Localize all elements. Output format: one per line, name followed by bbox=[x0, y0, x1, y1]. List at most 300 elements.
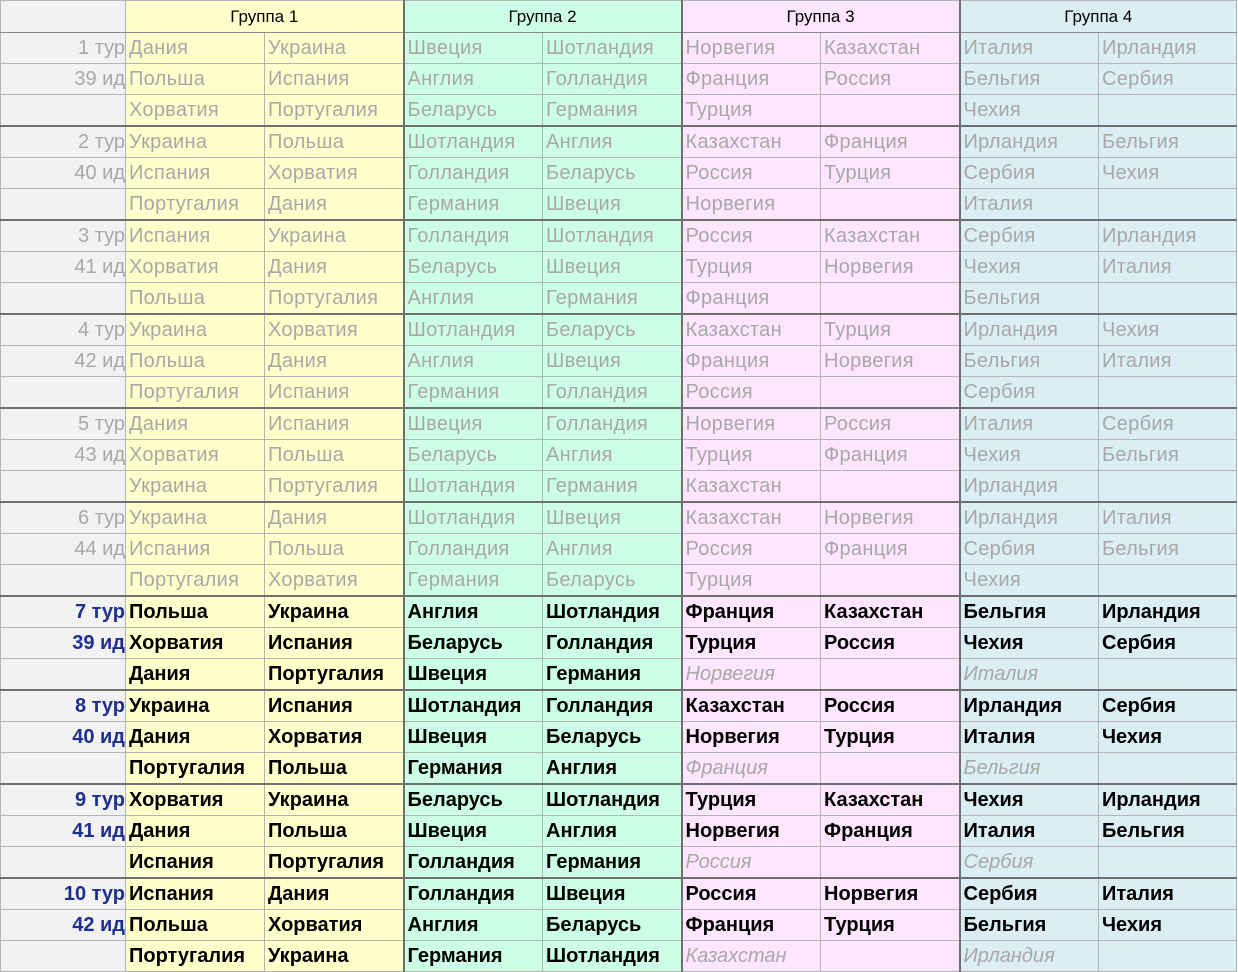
team-cell: Чехия bbox=[960, 252, 1099, 283]
team-cell: Италия bbox=[1099, 346, 1237, 377]
round-row bbox=[1, 314, 1237, 346]
round-row bbox=[1, 910, 1237, 941]
team-cell: Россия bbox=[682, 847, 821, 879]
team-cell: Франция bbox=[821, 440, 960, 471]
round-row bbox=[1, 722, 1237, 753]
empty-cell bbox=[1099, 377, 1237, 409]
team-cell: Турция bbox=[821, 158, 960, 189]
round-label: 7 тур bbox=[1, 596, 126, 628]
team-cell: Шотландия bbox=[543, 596, 682, 628]
round-row bbox=[1, 690, 1237, 722]
team-cell: Португалия bbox=[265, 847, 404, 879]
team-cell: Голландия bbox=[543, 408, 682, 440]
team-cell: Англия bbox=[543, 126, 682, 158]
round-row bbox=[1, 847, 1237, 879]
team-cell: Португалия bbox=[265, 283, 404, 315]
team-cell: Бельгия bbox=[1099, 440, 1237, 471]
team-cell: Норвегия bbox=[682, 33, 821, 64]
team-cell: Казахстан bbox=[682, 314, 821, 346]
team-cell: Швеция bbox=[543, 189, 682, 221]
round-label: 3 тур bbox=[1, 220, 126, 252]
round-row bbox=[1, 189, 1237, 221]
team-cell: Дания bbox=[265, 502, 404, 534]
team-cell: Норвегия bbox=[682, 659, 821, 691]
team-cell: Украина bbox=[265, 784, 404, 816]
round-id-label: 44 ид bbox=[1, 534, 126, 565]
round-row bbox=[1, 941, 1237, 972]
team-cell: Хорватия bbox=[265, 158, 404, 189]
round-row bbox=[1, 95, 1237, 127]
team-cell: Шотландия bbox=[404, 314, 543, 346]
team-cell: Украина bbox=[265, 941, 404, 972]
team-cell: Бельгия bbox=[1099, 534, 1237, 565]
team-cell: Бельгия bbox=[960, 596, 1099, 628]
round-id-label: 40 ид bbox=[1, 158, 126, 189]
team-cell: Испания bbox=[265, 690, 404, 722]
team-cell: Хорватия bbox=[265, 910, 404, 941]
round-row bbox=[1, 878, 1237, 910]
team-cell: Украина bbox=[265, 33, 404, 64]
empty-cell bbox=[821, 377, 960, 409]
round-label-empty bbox=[1, 377, 126, 409]
empty-cell bbox=[1099, 471, 1237, 503]
team-cell: Казахстан bbox=[682, 502, 821, 534]
team-cell: Швеция bbox=[404, 816, 543, 847]
team-cell: Англия bbox=[404, 283, 543, 315]
team-cell: Швеция bbox=[404, 722, 543, 753]
empty-cell bbox=[821, 471, 960, 503]
team-cell: Италия bbox=[1099, 252, 1237, 283]
team-cell: Голландия bbox=[404, 878, 543, 910]
team-cell: Ирландия bbox=[1099, 784, 1237, 816]
team-cell: Сербия bbox=[960, 847, 1099, 879]
team-cell: Португалия bbox=[126, 753, 265, 785]
team-cell: Италия bbox=[1099, 878, 1237, 910]
team-cell: Хорватия bbox=[126, 440, 265, 471]
team-cell: Дания bbox=[265, 189, 404, 221]
team-cell: Украина bbox=[265, 596, 404, 628]
team-cell: Ирландия bbox=[960, 941, 1099, 972]
team-cell: Шотландия bbox=[404, 502, 543, 534]
round-label-empty bbox=[1, 283, 126, 315]
round-row bbox=[1, 346, 1237, 377]
team-cell: Франция bbox=[821, 534, 960, 565]
team-cell: Беларусь bbox=[404, 440, 543, 471]
empty-cell bbox=[1099, 753, 1237, 785]
team-cell: Норвегия bbox=[821, 346, 960, 377]
round-label-empty bbox=[1, 753, 126, 785]
team-cell: Англия bbox=[404, 596, 543, 628]
team-cell: Голландия bbox=[543, 690, 682, 722]
team-cell: Турция bbox=[682, 252, 821, 283]
team-cell: Ирландия bbox=[960, 471, 1099, 503]
team-cell: Норвегия bbox=[821, 502, 960, 534]
team-cell: Польша bbox=[126, 64, 265, 95]
team-cell: Италия bbox=[1099, 502, 1237, 534]
team-cell: Португалия bbox=[126, 941, 265, 972]
team-cell: Казахстан bbox=[682, 471, 821, 503]
team-cell: Украина bbox=[126, 471, 265, 503]
team-cell: Казахстан bbox=[682, 690, 821, 722]
empty-cell bbox=[821, 941, 960, 972]
round-id-label: 41 ид bbox=[1, 252, 126, 283]
team-cell: Португалия bbox=[265, 471, 404, 503]
round-label: 5 тур bbox=[1, 408, 126, 440]
team-cell: Швеция bbox=[543, 878, 682, 910]
team-cell: Норвегия bbox=[682, 189, 821, 221]
team-cell: Беларусь bbox=[543, 565, 682, 597]
team-cell: Норвегия bbox=[821, 252, 960, 283]
team-cell: Испания bbox=[126, 878, 265, 910]
team-cell: Испания bbox=[126, 158, 265, 189]
team-cell: Сербия bbox=[960, 878, 1099, 910]
team-cell: Чехия bbox=[1099, 910, 1237, 941]
team-cell: Россия bbox=[682, 220, 821, 252]
team-cell: Казахстан bbox=[821, 784, 960, 816]
team-cell: Франция bbox=[682, 910, 821, 941]
round-row bbox=[1, 220, 1237, 252]
team-cell: Франция bbox=[682, 753, 821, 785]
team-cell: Чехия bbox=[960, 784, 1099, 816]
team-cell: Украина bbox=[126, 502, 265, 534]
team-cell: Шотландия bbox=[543, 784, 682, 816]
round-label: 1 тур bbox=[1, 33, 126, 64]
team-cell: Сербия bbox=[960, 158, 1099, 189]
team-cell: Голландия bbox=[404, 847, 543, 879]
header-row bbox=[1, 1, 1237, 33]
team-cell: Сербия bbox=[1099, 690, 1237, 722]
team-cell: Германия bbox=[543, 283, 682, 315]
team-cell: Чехия bbox=[960, 95, 1099, 127]
group-header-1: Группа 1 bbox=[126, 1, 404, 33]
team-cell: Дания bbox=[126, 408, 265, 440]
round-row bbox=[1, 158, 1237, 189]
team-cell: Сербия bbox=[1099, 64, 1237, 95]
team-cell: Беларусь bbox=[543, 910, 682, 941]
team-cell: Польша bbox=[126, 910, 265, 941]
empty-cell bbox=[821, 753, 960, 785]
team-cell: Беларусь bbox=[543, 158, 682, 189]
round-id-label: 42 ид bbox=[1, 346, 126, 377]
team-cell: Сербия bbox=[1099, 408, 1237, 440]
team-cell: Бельгия bbox=[1099, 126, 1237, 158]
schedule-body bbox=[1, 33, 1237, 972]
team-cell: Норвегия bbox=[682, 408, 821, 440]
round-row bbox=[1, 534, 1237, 565]
team-cell: Беларусь bbox=[404, 628, 543, 659]
team-cell: Италия bbox=[960, 189, 1099, 221]
team-cell: Россия bbox=[821, 408, 960, 440]
team-cell: Германия bbox=[543, 847, 682, 879]
team-cell: Швеция bbox=[404, 33, 543, 64]
team-cell: Франция bbox=[682, 283, 821, 315]
team-cell: Германия bbox=[404, 189, 543, 221]
team-cell: Сербия bbox=[960, 534, 1099, 565]
team-cell: Турция bbox=[682, 565, 821, 597]
team-cell: Германия bbox=[404, 753, 543, 785]
team-cell: Бельгия bbox=[960, 753, 1099, 785]
empty-cell bbox=[1099, 847, 1237, 879]
team-cell: Чехия bbox=[960, 565, 1099, 597]
round-row bbox=[1, 753, 1237, 785]
team-cell: Франция bbox=[821, 816, 960, 847]
team-cell: Россия bbox=[682, 878, 821, 910]
round-label: 4 тур bbox=[1, 314, 126, 346]
team-cell: Дания bbox=[265, 252, 404, 283]
team-cell: Хорватия bbox=[265, 565, 404, 597]
round-label-empty bbox=[1, 565, 126, 597]
team-cell: Испания bbox=[265, 377, 404, 409]
team-cell: Бельгия bbox=[1099, 816, 1237, 847]
team-cell: Шотландия bbox=[404, 690, 543, 722]
round-id-label: 41 ид bbox=[1, 816, 126, 847]
empty-cell bbox=[1099, 659, 1237, 691]
team-cell: Италия bbox=[960, 33, 1099, 64]
team-cell: Голландия bbox=[404, 158, 543, 189]
team-cell: Ирландия bbox=[960, 502, 1099, 534]
team-cell: Голландия bbox=[543, 64, 682, 95]
team-cell: Англия bbox=[543, 753, 682, 785]
team-cell: Португалия bbox=[265, 659, 404, 691]
team-cell: Чехия bbox=[960, 440, 1099, 471]
team-cell: Сербия bbox=[960, 220, 1099, 252]
group-header-3: Группа 3 bbox=[682, 1, 960, 33]
round-label: 8 тур bbox=[1, 690, 126, 722]
round-row bbox=[1, 252, 1237, 283]
round-row bbox=[1, 659, 1237, 691]
empty-cell bbox=[1099, 941, 1237, 972]
round-label-empty bbox=[1, 941, 126, 972]
team-cell: Норвегия bbox=[682, 816, 821, 847]
team-cell: Казахстан bbox=[682, 941, 821, 972]
team-cell: Испания bbox=[126, 534, 265, 565]
empty-cell bbox=[821, 565, 960, 597]
team-cell: Хорватия bbox=[265, 722, 404, 753]
team-cell: Швеция bbox=[543, 252, 682, 283]
team-cell: Италия bbox=[960, 722, 1099, 753]
team-cell: Шотландия bbox=[543, 941, 682, 972]
round-row bbox=[1, 377, 1237, 409]
team-cell: Беларусь bbox=[404, 252, 543, 283]
group-header-2: Группа 2 bbox=[404, 1, 682, 33]
header-corner bbox=[1, 1, 126, 33]
round-label-empty bbox=[1, 189, 126, 221]
team-cell: Португалия bbox=[126, 565, 265, 597]
team-cell: Норвегия bbox=[821, 878, 960, 910]
round-row bbox=[1, 408, 1237, 440]
team-cell: Хорватия bbox=[265, 314, 404, 346]
team-cell: Швеция bbox=[543, 346, 682, 377]
round-label: 2 тур bbox=[1, 126, 126, 158]
team-cell: Дания bbox=[126, 722, 265, 753]
team-cell: Дания bbox=[126, 816, 265, 847]
team-cell: Чехия bbox=[1099, 314, 1237, 346]
team-cell: Турция bbox=[821, 722, 960, 753]
team-cell: Беларусь bbox=[543, 722, 682, 753]
team-cell: Испания bbox=[265, 64, 404, 95]
team-cell: Норвегия bbox=[682, 722, 821, 753]
team-cell: Испания bbox=[126, 847, 265, 879]
round-row bbox=[1, 565, 1237, 597]
team-cell: Германия bbox=[543, 471, 682, 503]
team-cell: Голландия bbox=[404, 220, 543, 252]
round-id-label: 42 ид bbox=[1, 910, 126, 941]
empty-cell bbox=[1099, 283, 1237, 315]
team-cell: Польша bbox=[126, 283, 265, 315]
team-cell: Ирландия bbox=[1099, 33, 1237, 64]
team-cell: Германия bbox=[543, 659, 682, 691]
round-row bbox=[1, 784, 1237, 816]
team-cell: Сербия bbox=[1099, 628, 1237, 659]
team-cell: Ирландия bbox=[960, 126, 1099, 158]
team-cell: Казахстан bbox=[682, 126, 821, 158]
team-cell: Россия bbox=[682, 534, 821, 565]
team-cell: Испания bbox=[265, 628, 404, 659]
team-cell: Турция bbox=[682, 95, 821, 127]
team-cell: Украина bbox=[126, 126, 265, 158]
team-cell: Польша bbox=[265, 816, 404, 847]
team-cell: Германия bbox=[543, 95, 682, 127]
team-cell: Испания bbox=[126, 220, 265, 252]
team-cell: Россия bbox=[682, 158, 821, 189]
team-cell: Швеция bbox=[404, 659, 543, 691]
team-cell: Турция bbox=[682, 784, 821, 816]
team-cell: Турция bbox=[821, 314, 960, 346]
team-cell: Португалия bbox=[126, 189, 265, 221]
team-cell: Бельгия bbox=[960, 910, 1099, 941]
team-cell: Польша bbox=[265, 753, 404, 785]
team-cell: Польша bbox=[126, 346, 265, 377]
round-row bbox=[1, 596, 1237, 628]
round-row bbox=[1, 502, 1237, 534]
team-cell: Дания bbox=[265, 346, 404, 377]
team-cell: Сербия bbox=[960, 377, 1099, 409]
team-cell: Шотландия bbox=[404, 471, 543, 503]
round-id-label: 39 ид bbox=[1, 628, 126, 659]
team-cell: Россия bbox=[821, 628, 960, 659]
team-cell: Польша bbox=[126, 596, 265, 628]
team-cell: Чехия bbox=[1099, 158, 1237, 189]
round-row bbox=[1, 816, 1237, 847]
team-cell: Англия bbox=[404, 910, 543, 941]
team-cell: Казахстан bbox=[821, 33, 960, 64]
team-cell: Шотландия bbox=[543, 33, 682, 64]
team-cell: Дания bbox=[126, 659, 265, 691]
team-cell: Чехия bbox=[1099, 722, 1237, 753]
empty-cell bbox=[821, 95, 960, 127]
team-cell: Польша bbox=[265, 126, 404, 158]
team-cell: Чехия bbox=[960, 628, 1099, 659]
team-cell: Беларусь bbox=[404, 95, 543, 127]
team-cell: Украина bbox=[126, 314, 265, 346]
team-cell: Украина bbox=[126, 690, 265, 722]
team-cell: Италия bbox=[960, 408, 1099, 440]
team-cell: Англия bbox=[543, 534, 682, 565]
team-cell: Россия bbox=[821, 64, 960, 95]
team-cell: Россия bbox=[682, 377, 821, 409]
team-cell: Хорватия bbox=[126, 628, 265, 659]
empty-cell bbox=[821, 659, 960, 691]
team-cell: Бельгия bbox=[960, 64, 1099, 95]
team-cell: Хорватия bbox=[126, 784, 265, 816]
round-id-label: 43 ид bbox=[1, 440, 126, 471]
round-label: 6 тур bbox=[1, 502, 126, 534]
team-cell: Англия bbox=[543, 816, 682, 847]
team-cell: Беларусь bbox=[404, 784, 543, 816]
team-cell: Португалия bbox=[126, 377, 265, 409]
empty-cell bbox=[821, 189, 960, 221]
round-row bbox=[1, 440, 1237, 471]
empty-cell bbox=[1099, 189, 1237, 221]
team-cell: Украина bbox=[265, 220, 404, 252]
round-label-empty bbox=[1, 659, 126, 691]
team-cell: Франция bbox=[821, 126, 960, 158]
team-cell: Россия bbox=[821, 690, 960, 722]
team-cell: Турция bbox=[682, 628, 821, 659]
team-cell: Голландия bbox=[543, 377, 682, 409]
round-label-empty bbox=[1, 471, 126, 503]
team-cell: Ирландия bbox=[1099, 596, 1237, 628]
team-cell: Швеция bbox=[404, 408, 543, 440]
team-cell: Германия bbox=[404, 377, 543, 409]
team-cell: Германия bbox=[404, 941, 543, 972]
team-cell: Дания bbox=[265, 878, 404, 910]
team-cell: Франция bbox=[682, 64, 821, 95]
team-cell: Франция bbox=[682, 596, 821, 628]
team-cell: Дания bbox=[126, 33, 265, 64]
team-cell: Шотландия bbox=[543, 220, 682, 252]
team-cell: Франция bbox=[682, 346, 821, 377]
team-cell: Бельгия bbox=[960, 346, 1099, 377]
round-row bbox=[1, 628, 1237, 659]
team-cell: Польша bbox=[265, 534, 404, 565]
group-header-4: Группа 4 bbox=[960, 1, 1237, 33]
team-cell: Ирландия bbox=[960, 690, 1099, 722]
team-cell: Беларусь bbox=[543, 314, 682, 346]
round-row bbox=[1, 126, 1237, 158]
team-cell: Швеция bbox=[543, 502, 682, 534]
team-cell: Хорватия bbox=[126, 95, 265, 127]
team-cell: Польша bbox=[265, 440, 404, 471]
team-cell: Португалия bbox=[265, 95, 404, 127]
team-cell: Ирландия bbox=[960, 314, 1099, 346]
round-id-label: 40 ид bbox=[1, 722, 126, 753]
team-cell: Голландия bbox=[404, 534, 543, 565]
team-cell: Англия bbox=[543, 440, 682, 471]
round-row bbox=[1, 64, 1237, 95]
empty-cell bbox=[821, 847, 960, 879]
round-label: 9 тур bbox=[1, 784, 126, 816]
round-row bbox=[1, 33, 1237, 64]
team-cell: Ирландия bbox=[1099, 220, 1237, 252]
team-cell: Англия bbox=[404, 64, 543, 95]
round-label-empty bbox=[1, 847, 126, 879]
team-cell: Турция bbox=[682, 440, 821, 471]
round-label-empty bbox=[1, 95, 126, 127]
team-cell: Казахстан bbox=[821, 220, 960, 252]
empty-cell bbox=[821, 283, 960, 315]
team-cell: Бельгия bbox=[960, 283, 1099, 315]
round-row bbox=[1, 471, 1237, 503]
empty-cell bbox=[1099, 565, 1237, 597]
round-id-label: 39 ид bbox=[1, 64, 126, 95]
team-cell: Германия bbox=[404, 565, 543, 597]
team-cell: Шотландия bbox=[404, 126, 543, 158]
team-cell: Италия bbox=[960, 659, 1099, 691]
team-cell: Англия bbox=[404, 346, 543, 377]
round-row bbox=[1, 283, 1237, 315]
empty-cell bbox=[1099, 95, 1237, 127]
